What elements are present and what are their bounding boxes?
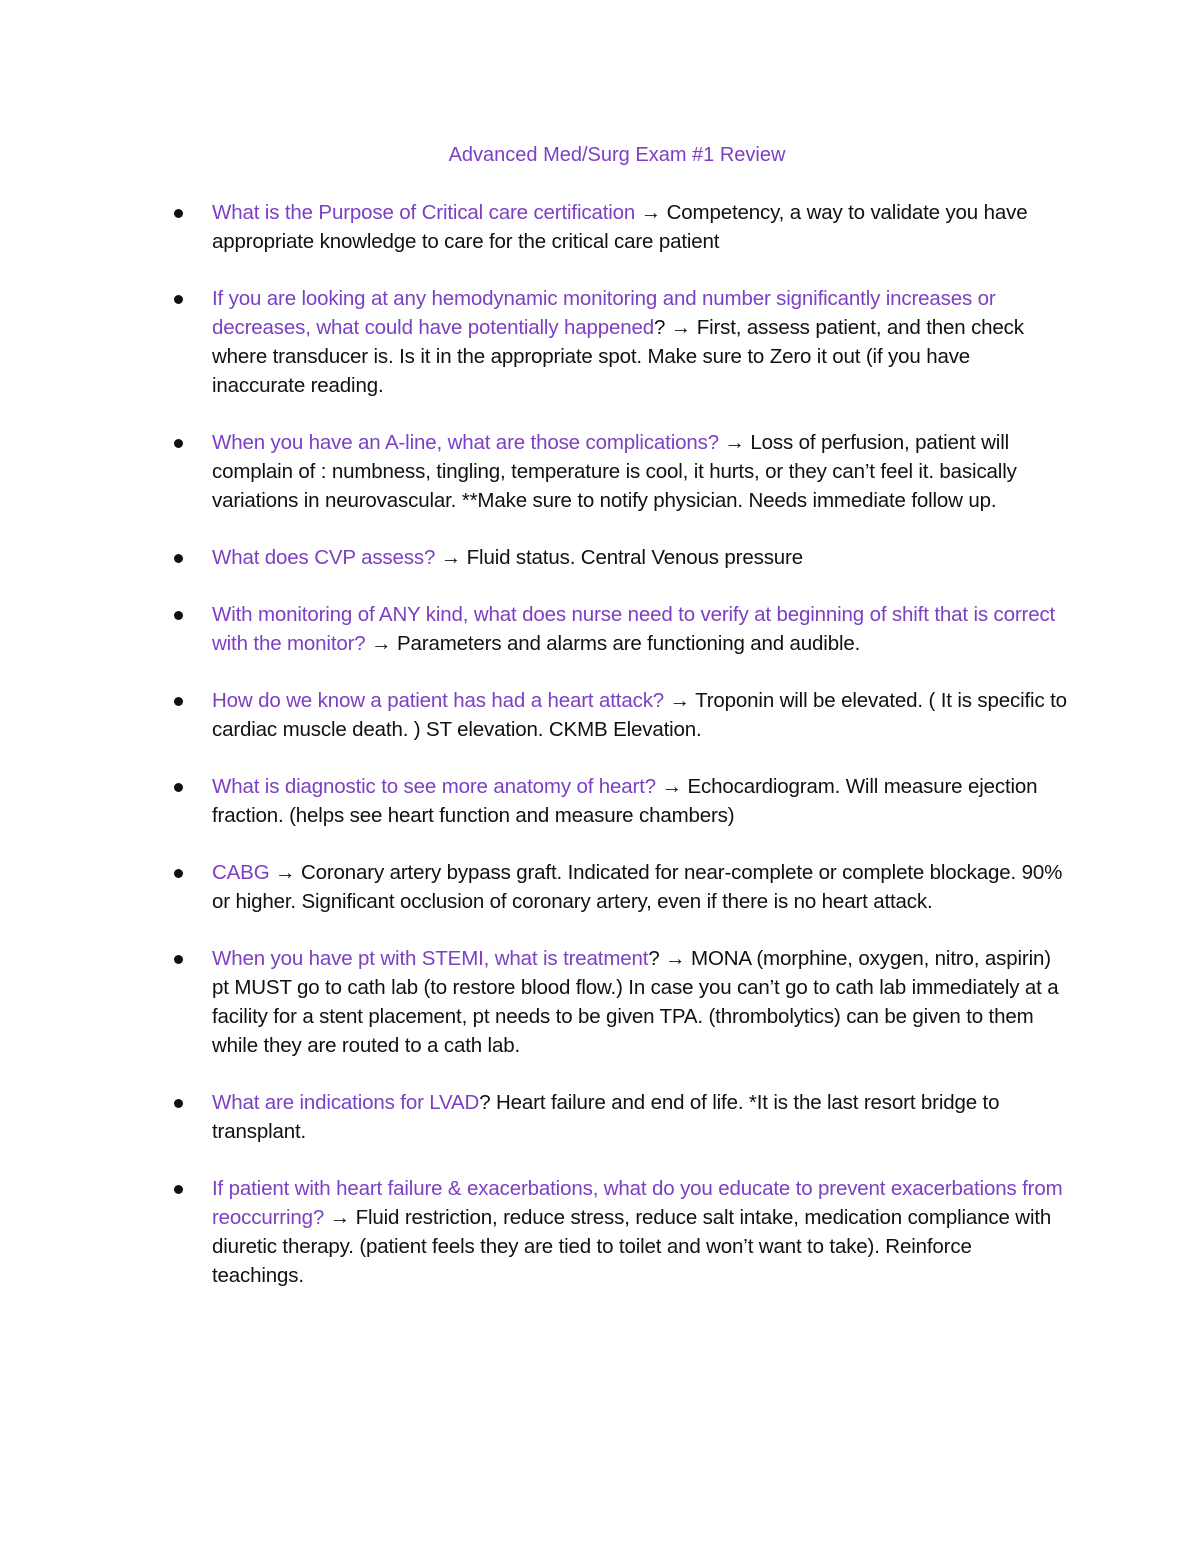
bullet-icon [174, 697, 183, 706]
bullet-icon [174, 869, 183, 878]
review-question: If you are looking at any hemodynamic monitoring and number significantly increases or decreases, what could have potentially happened [212, 287, 996, 339]
review-item [172, 600, 1067, 658]
review-question: If patient with heart failure & exacerbations, what do you educate to prevent exacerbations from reoccurring? [212, 1177, 1063, 1229]
review-question: What is the Purpose of Critical care certification [212, 201, 636, 224]
review-answer: ? Heart failure and end of life. *It is the last resort bridge to transplant. [212, 1091, 1000, 1143]
review-item [172, 198, 1067, 256]
review-question: When you have an A-line, what are those complications? [212, 431, 719, 454]
bullet-icon [174, 611, 183, 620]
bullet-icon [174, 1099, 183, 1108]
review-item [172, 284, 1067, 400]
review-item [172, 1088, 1067, 1146]
review-item [172, 428, 1067, 515]
bullet-icon [174, 783, 183, 792]
bullet-icon [174, 209, 183, 218]
review-answer: → Loss of perfusion, patient will complain of : numbness, tingling, temperature is cool, it hurts, or they can’t feel it. basically variations in neurovascular. **Make sure to notify physician. Needs immediate follow up. [212, 431, 1017, 512]
review-answer: ? → MONA (morphine, oxygen, nitro, aspirin) pt MUST go to cath lab (to restore blood flow.) In case you can’t go to cath lab immediately at a facility for a stent placement, pt needs to be given TPA. (thrombolytics) can be given to them while they are routed to a cath lab. [212, 947, 1059, 1057]
review-answer: → Fluid status. Central Venous pressure [440, 546, 803, 569]
review-question: CABG [212, 861, 270, 884]
review-item [172, 858, 1067, 916]
review-question: With monitoring of ANY kind, what does nurse need to verify at beginning of shift that is correct with the monitor? [212, 603, 1056, 655]
bullet-icon [174, 295, 183, 304]
review-answer: → Coronary artery bypass graft. Indicated for near-complete or complete blockage. 90% or higher. Significant occlusion of coronary artery, even if there is no heart attack. [212, 861, 1063, 913]
document-title: Advanced Med/Surg Exam #1 Review [448, 144, 786, 166]
review-item [172, 686, 1067, 744]
bullet-icon [174, 439, 183, 448]
review-question: How do we know a patient has had a heart attack? [212, 689, 665, 712]
review-question: When you have pt with STEMI, what is treatment [212, 947, 649, 970]
review-item [172, 1174, 1067, 1290]
review-answer: ? → First, assess patient, and then check where transducer is. Is it in the appropriate spot. Make sure to Zero it out (if you have inaccurate reading. [212, 316, 1024, 397]
bullet-icon [174, 554, 183, 563]
review-answer: → Fluid restriction, reduce stress, reduce salt intake, medication compliance with diuretic therapy. (patient feels they are tied to toilet and won’t want to take). Reinforce teachings. [212, 1206, 1052, 1287]
bullet-icon [174, 1185, 183, 1194]
review-question: What are indications for LVAD [212, 1091, 480, 1114]
review-item [172, 772, 1067, 830]
bullet-icon [174, 955, 183, 964]
review-answer: → Competency, a way to validate you have appropriate knowledge to care for the critical care patient [212, 201, 1028, 253]
review-item [172, 543, 1067, 572]
review-question: What is diagnostic to see more anatomy of heart? [212, 775, 657, 798]
review-answer: → Troponin will be elevated. ( It is specific to cardiac muscle death. ) ST elevation. CKMB Elevation. [212, 689, 1067, 741]
review-question: What does CVP assess? [212, 546, 436, 569]
review-answer: → Echocardiogram. Will measure ejection fraction. (helps see heart function and measure chambers) [212, 775, 1038, 827]
review-answer: → Parameters and alarms are functioning and audible. [371, 632, 861, 655]
review-question-list [172, 198, 1067, 1318]
review-item [172, 944, 1067, 1060]
